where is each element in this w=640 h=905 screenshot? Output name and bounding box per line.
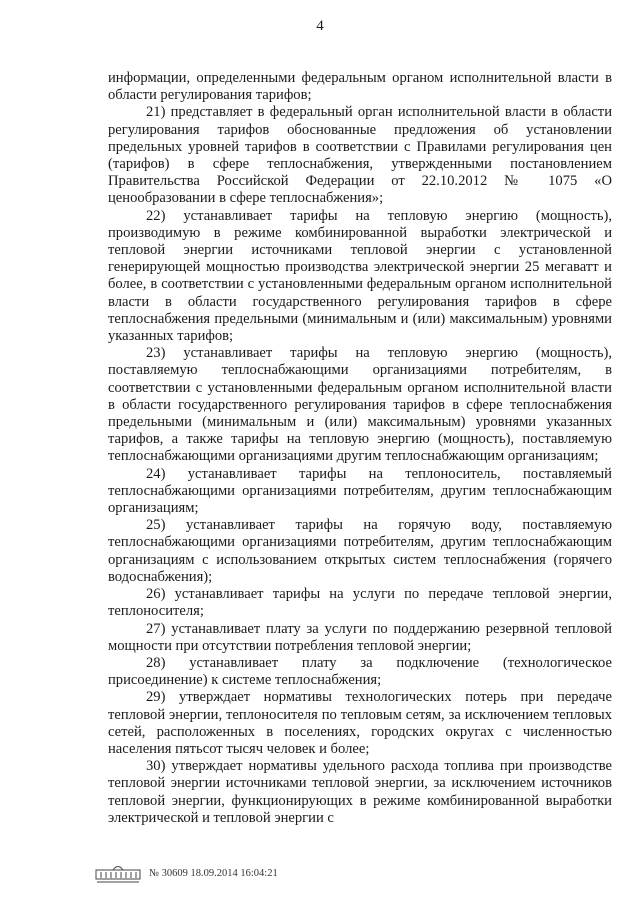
paragraph: 22) устанавливает тарифы на тепловую энергию (мощность), производимую в режиме комбинированной выработки электрической и тепловой энергии источниками тепловой энергии с установленной генерирующей мощностью производства электрической энергии 25 мегаватт и более, в соответствии с установленными федеральным органом исполнительной власти в области государственного регулирования тарифов в сфере теплоснабжения предельными (минимальным и (или) максимальным) уровнями указанных тарифов; [108, 207, 612, 345]
paragraph: 25) устанавливает тарифы на горячую воду, поставляемую теплоснабжающими организациями потребителям, другим теплоснабжающим организациям с использованием открытых систем теплоснабжения (горячего водоснабжения); [108, 517, 612, 585]
page-number: 4 [316, 18, 324, 34]
paragraph: 23) устанавливает тарифы на тепловую энергию (мощность), поставляемую теплоснабжающими организациями потребителям, в соответствии с установленными федеральным органом исполнительной власти в области государственного регулирования тарифов в сфере теплоснабжения предельными (минимальным и (или) максимальным) уровнями указанных тарифов, а также тарифы на тепловую энергию (мощность), поставляемую теплоснабжающими организациями другим теплоснабжающим организациям; [108, 345, 612, 465]
registry-stamp-icon [95, 862, 141, 884]
document-body [108, 70, 612, 827]
paragraph: 28) устанавливает плату за подключение (технологическое присоединение) к системе теплоснабжения; [108, 654, 612, 689]
paragraph: 30) утверждает нормативы удельного расхода топлива при производстве тепловой энергии источниками тепловой энергии, за исключением источников тепловой энергии, функционирующих в режиме комбинированной выработки электрической и тепловой энергии с [108, 758, 612, 826]
paragraph: 29) утверждает нормативы технологических потерь при передаче тепловой энергии, теплоносителя по тепловым сетям, за исключением тепловых сетей, расположенных в поселениях, городских округах с численностью населения пятьсот тысяч человек и более; [108, 689, 612, 757]
paragraph: информации, определенными федеральным органом исполнительной власти в области регулирования тарифов; [108, 70, 612, 104]
paragraph: 26) устанавливает тарифы на услуги по передаче тепловой энергии, теплоносителя; [108, 586, 612, 620]
registration-footer [95, 862, 278, 884]
registration-number: № 30609 18.09.2014 16:04:21 [149, 867, 278, 879]
paragraph: 24) устанавливает тарифы на теплоноситель, поставляемый теплоснабжающими организациями потребителям, другим теплоснабжающим организациям; [108, 465, 612, 517]
paragraph: 21) представляет в федеральный орган исполнительной власти в области регулирования тарифов обоснованные предложения об установлении предельных уровней тарифов в соответствии с Правилами регулирования цен (тарифов) в сфере теплоснабжения, утвержденными постановлением Правительства Российской Федерации от 22.10.2012 № 1075 «О ценообразовании в сфере теплоснабжения»; [108, 104, 612, 207]
paragraph: 27) устанавливает плату за услуги по поддержанию резервной тепловой мощности при отсутствии потребления тепловой энергии; [108, 620, 612, 654]
